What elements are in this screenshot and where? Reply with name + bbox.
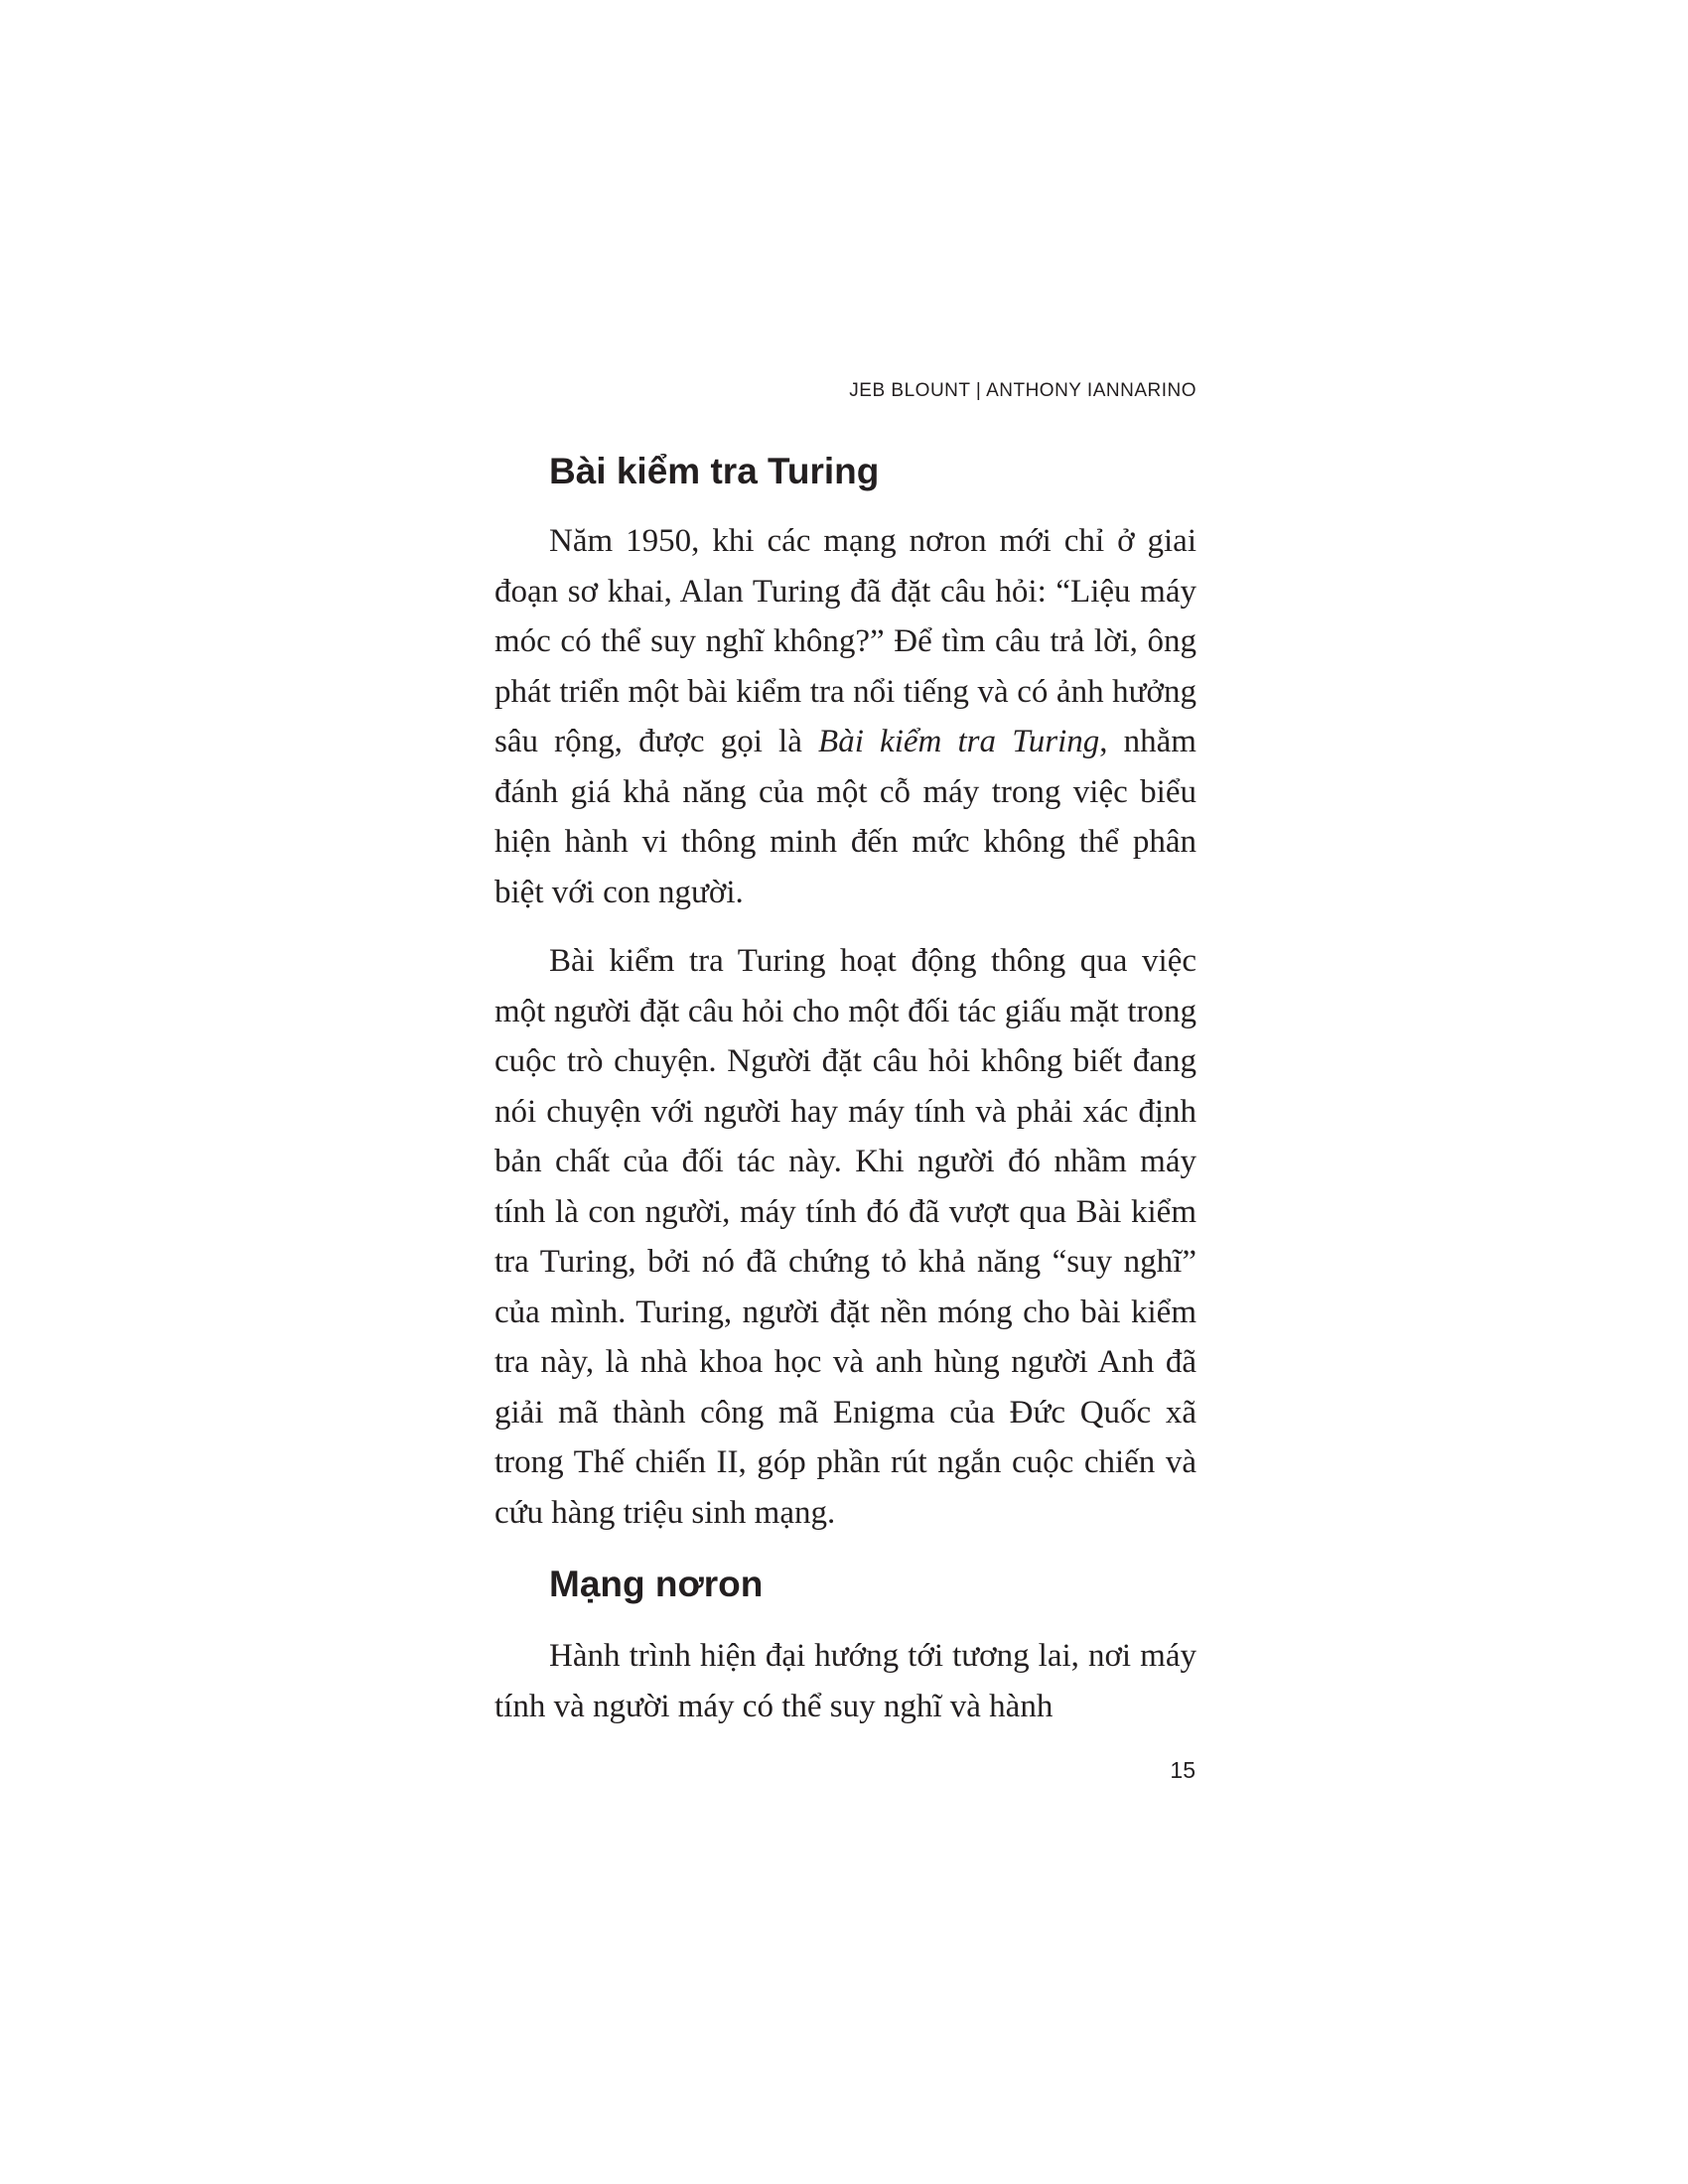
text-column	[494, 442, 1196, 1731]
section-heading-turing-test: Bài kiểm tra Turing	[549, 451, 880, 491]
page-number: 15	[1170, 1757, 1196, 1783]
paragraph-text: , nhằm đánh giá khả năng của một cỗ máy trong việc biểu hiện hành vi thông minh đến mức không thể phân biệt với con người.	[494, 724, 1196, 910]
italic-term: Bài kiểm tra Turing	[818, 724, 1100, 759]
section-heading-neural-networks: Mạng nơron	[549, 1564, 764, 1604]
paragraph-turing-explanation: Bài kiểm tra Turing hoạt động thông qua việc một người đặt câu hỏi cho một đối tác giấu mặt trong cuộc trò chuyện. Người đặt câu hỏi không biết đang nói chuyện với người hay máy tính và phải xác định bản chất của đối tác này. Khi người đó nhầm máy tính là con người, máy tính đó đã vượt qua Bài kiểm tra Turing, bởi nó đã chứng tỏ khả năng “suy nghĩ” của mình. Turing, người đặt nền móng cho bài kiểm tra này, là nhà khoa học và anh hùng người Anh đã giải mã thành công mã Enigma của Đức Quốc xã trong Thế chiến II, góp phần rút ngắn cuộc chiến và cứu hàng triệu sinh mạng.	[494, 943, 1196, 1531]
running-head: JEB BLOUNT | ANTHONY IANNARINO	[849, 380, 1196, 401]
paragraph-neural-intro: Hành trình hiện đại hướng tới tương lai, nơi máy tính và người máy có thể suy nghĩ và hành	[494, 1638, 1196, 1724]
paragraph-text: Năm 1950, khi các mạng nơron mới chỉ ở giai đoạn sơ khai, Alan Turing đã đặt câu hỏi: “Liệu máy móc có thể suy nghĩ không?” Để tìm câu trả lời, ông phát triển một bài kiểm tra nổi tiếng và có ảnh hưởng sâu rộng, được gọi là	[494, 523, 1196, 759]
paragraph-turing-intro	[494, 516, 1196, 917]
